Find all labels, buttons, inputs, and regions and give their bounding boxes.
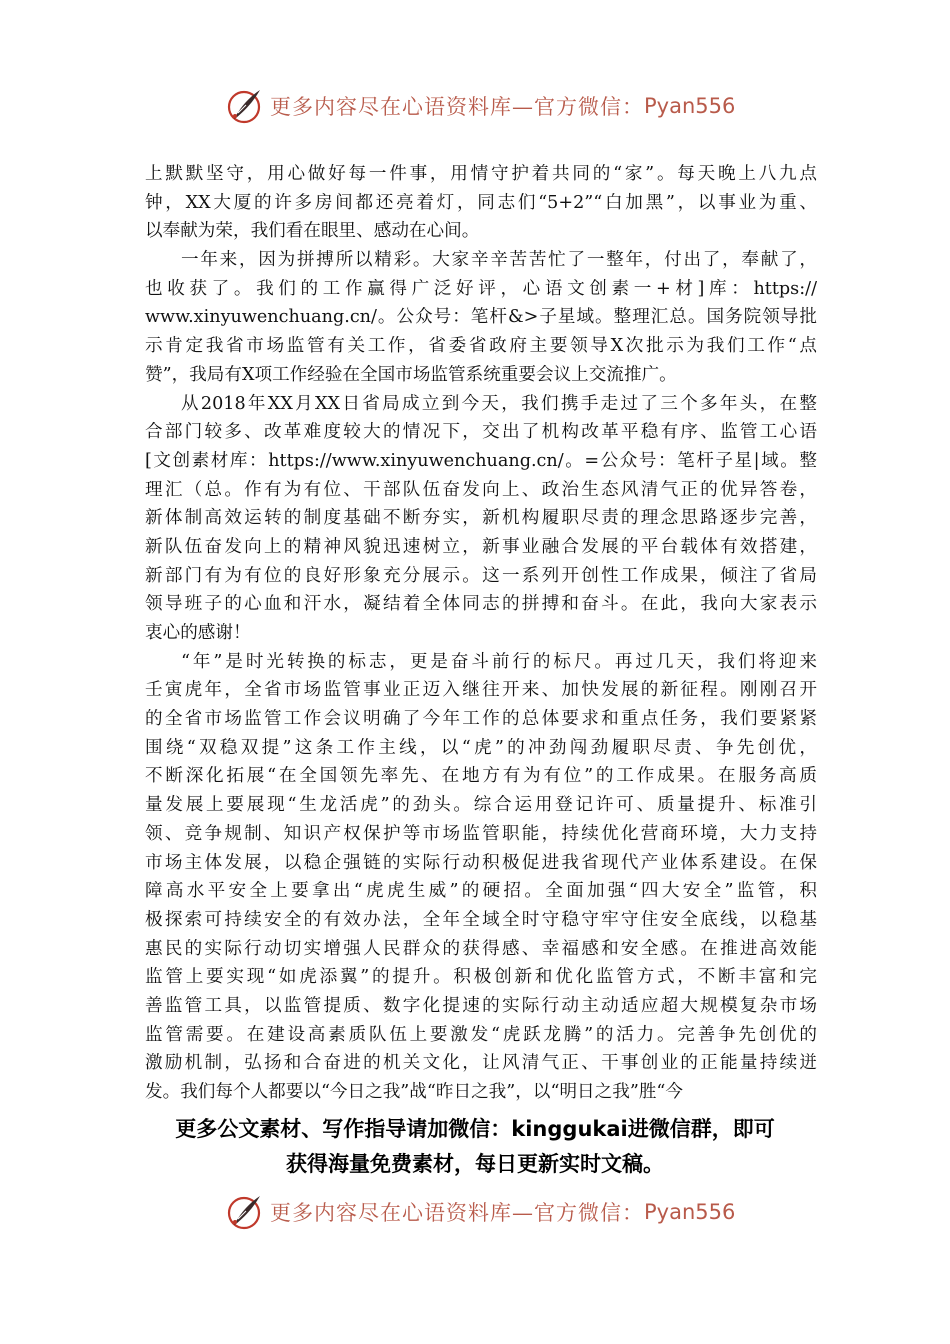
text-line: 衷心的感谢！ — [145, 623, 251, 643]
text-line: 也收获了。我们的工作赢得广泛好评，心语文创素一+材]库：https:// — [145, 278, 817, 299]
text-line: 围绕“双稳双提”这条工作主线，以“虎”的冲劲闯劲履职尽责、争先创优， — [145, 737, 817, 758]
text-line: 监管上要实现“如虎添翼”的提升。积极创新和优化监管方式，不断丰富和完 — [145, 967, 817, 988]
text-line: 以奉献为荣，我们看在眼里、感动在心间。 — [145, 221, 480, 242]
header-banner-text: 更多内容尽在心语资料库—官方微信： — [270, 95, 644, 119]
text-line: 理汇（总。作有为有位、干部队伍奋发向上、政治生态风清气正的优异答卷， — [145, 479, 817, 500]
footer-banner-text: 更多内容尽在心语资料库—官方微信： — [270, 1201, 644, 1225]
footer-banner — [224, 1190, 735, 1234]
text-line: 新部门有为有位的良好形象充分展示。这一系列开创性工作成果，倾注了省局 — [145, 565, 817, 586]
promo-notice-line-1: 更多公文素材、写作指导请加微信：kinggukai进微信群，即可 — [175, 1117, 775, 1141]
header-wechat-id: Pyan556 — [644, 94, 736, 118]
paragraph — [145, 246, 817, 389]
text-line: 监管需要。在建设高素质队伍上要激发“虎跃龙腾”的活力。完善争先创优的 — [145, 1024, 817, 1045]
text-line: 钟，XX大厦的许多房间都还亮着灯，同志们“5+2”“白加黑”，以事业为重、 — [145, 192, 817, 213]
text-line: 新队伍奋发向上的精神风貌迅速树立，新事业融合发展的平台载体有效搭建， — [145, 536, 817, 557]
text-line: 极探索可持续安全的有效办法，全年全域全时守稳守牢守住安全底线，以稳基 — [145, 909, 817, 930]
paragraph — [145, 160, 817, 246]
text-line: 合部门较多、改革难度较大的情况下，交出了机构改革平稳有序、监管工心语 — [145, 422, 817, 443]
text-line: 示肯定我省市场监管有关工作，省委省政府主要领导X次批示为我们工作“点 — [145, 336, 817, 357]
feather-pen-logo-icon — [224, 1192, 264, 1232]
text-line: www.xinyuwenchuang.cn/。公众号：笔杆&>子星域。整理汇总。国务院领导批 — [145, 307, 817, 328]
text-line: 一年来，因为拼搏所以精彩。大家辛辛苦苦忙了一整年，付出了，奉献了， — [181, 250, 817, 271]
text-line: 障高水平安全上要拿出“虎虎生威”的硬招。全面加强“四大安全”监管，积 — [145, 881, 817, 902]
footer-wechat-id: Pyan556 — [644, 1200, 736, 1224]
text-line: 激励机制，弘扬和合奋进的机关文化，让风清气正、干事创业的正能量持续迸 — [145, 1053, 817, 1074]
text-line: 不断深化拓展“在全国领先率先、在地方有为有位”的工作成果。在服务高质 — [145, 766, 817, 787]
text-line: 量发展上要展现“生龙活虎”的劲头。综合运用登记许可、质量提升、标准引 — [145, 795, 817, 816]
paragraph — [145, 648, 817, 1107]
text-line: 惠民的实际行动切实增强人民群众的获得感、幸福感和安全感。在推进高效能 — [145, 938, 817, 959]
text-line: [文创素材库：https://www.xinyuwenchuang.cn/。=公众号：笔杆子星|域。整 — [145, 450, 817, 471]
text-line: “年”是时光转换的标志，更是奋斗前行的标尺。再过几天，我们将迎来 — [181, 651, 817, 672]
text-line: 市场主体发展，以稳企强链的实际行动积极促进我省现代产业体系建设。在保 — [145, 852, 817, 873]
document-body — [145, 160, 817, 1107]
text-line: 的全省市场监管工作会议明确了今年工作的总体要求和重点任务，我们要紧紧 — [145, 709, 817, 730]
feather-pen-logo-icon — [224, 86, 264, 126]
text-line: 发。我们每个人都要以“今日之我”战“昨日之我”，以“明日之我”胜“今 — [145, 1082, 683, 1102]
promo-notice-line-2: 获得海量免费素材，每日更新实时文稿。 — [286, 1152, 664, 1176]
text-line: 新体制高效运转的制度基础不断夯实，新机构履职尽责的理念思路逐步完善， — [145, 508, 817, 529]
header-banner — [224, 84, 735, 128]
text-line: 上默默坚守，用心做好每一件事，用情守护着共同的“家”。每天晚上八九点 — [145, 164, 817, 184]
paragraph — [145, 390, 817, 648]
text-line: 领导班子的心血和汗水，凝结着全体同志的拼搏和奋斗。在此，我向大家表示 — [145, 594, 817, 615]
text-line: 从2018年XX月XX日省局成立到今天，我们携手走过了三个多年头，在整 — [181, 393, 817, 414]
text-line: 领、竞争规制、知识产权保护等市场监管职能，持续优化营商环境，大力支持 — [145, 823, 817, 844]
text-line: 壬寅虎年，全省市场监管事业正迈入继往开来、加快发展的新征程。刚刚召开 — [145, 680, 817, 701]
text-line: 善监管工具，以监管提质、数字化提速的实际行动主动适应超大规模复杂市场 — [145, 995, 817, 1016]
text-line: 赞”，我局有X项工作经验在全国市场监管系统重要会议上交流推广。 — [145, 364, 677, 385]
